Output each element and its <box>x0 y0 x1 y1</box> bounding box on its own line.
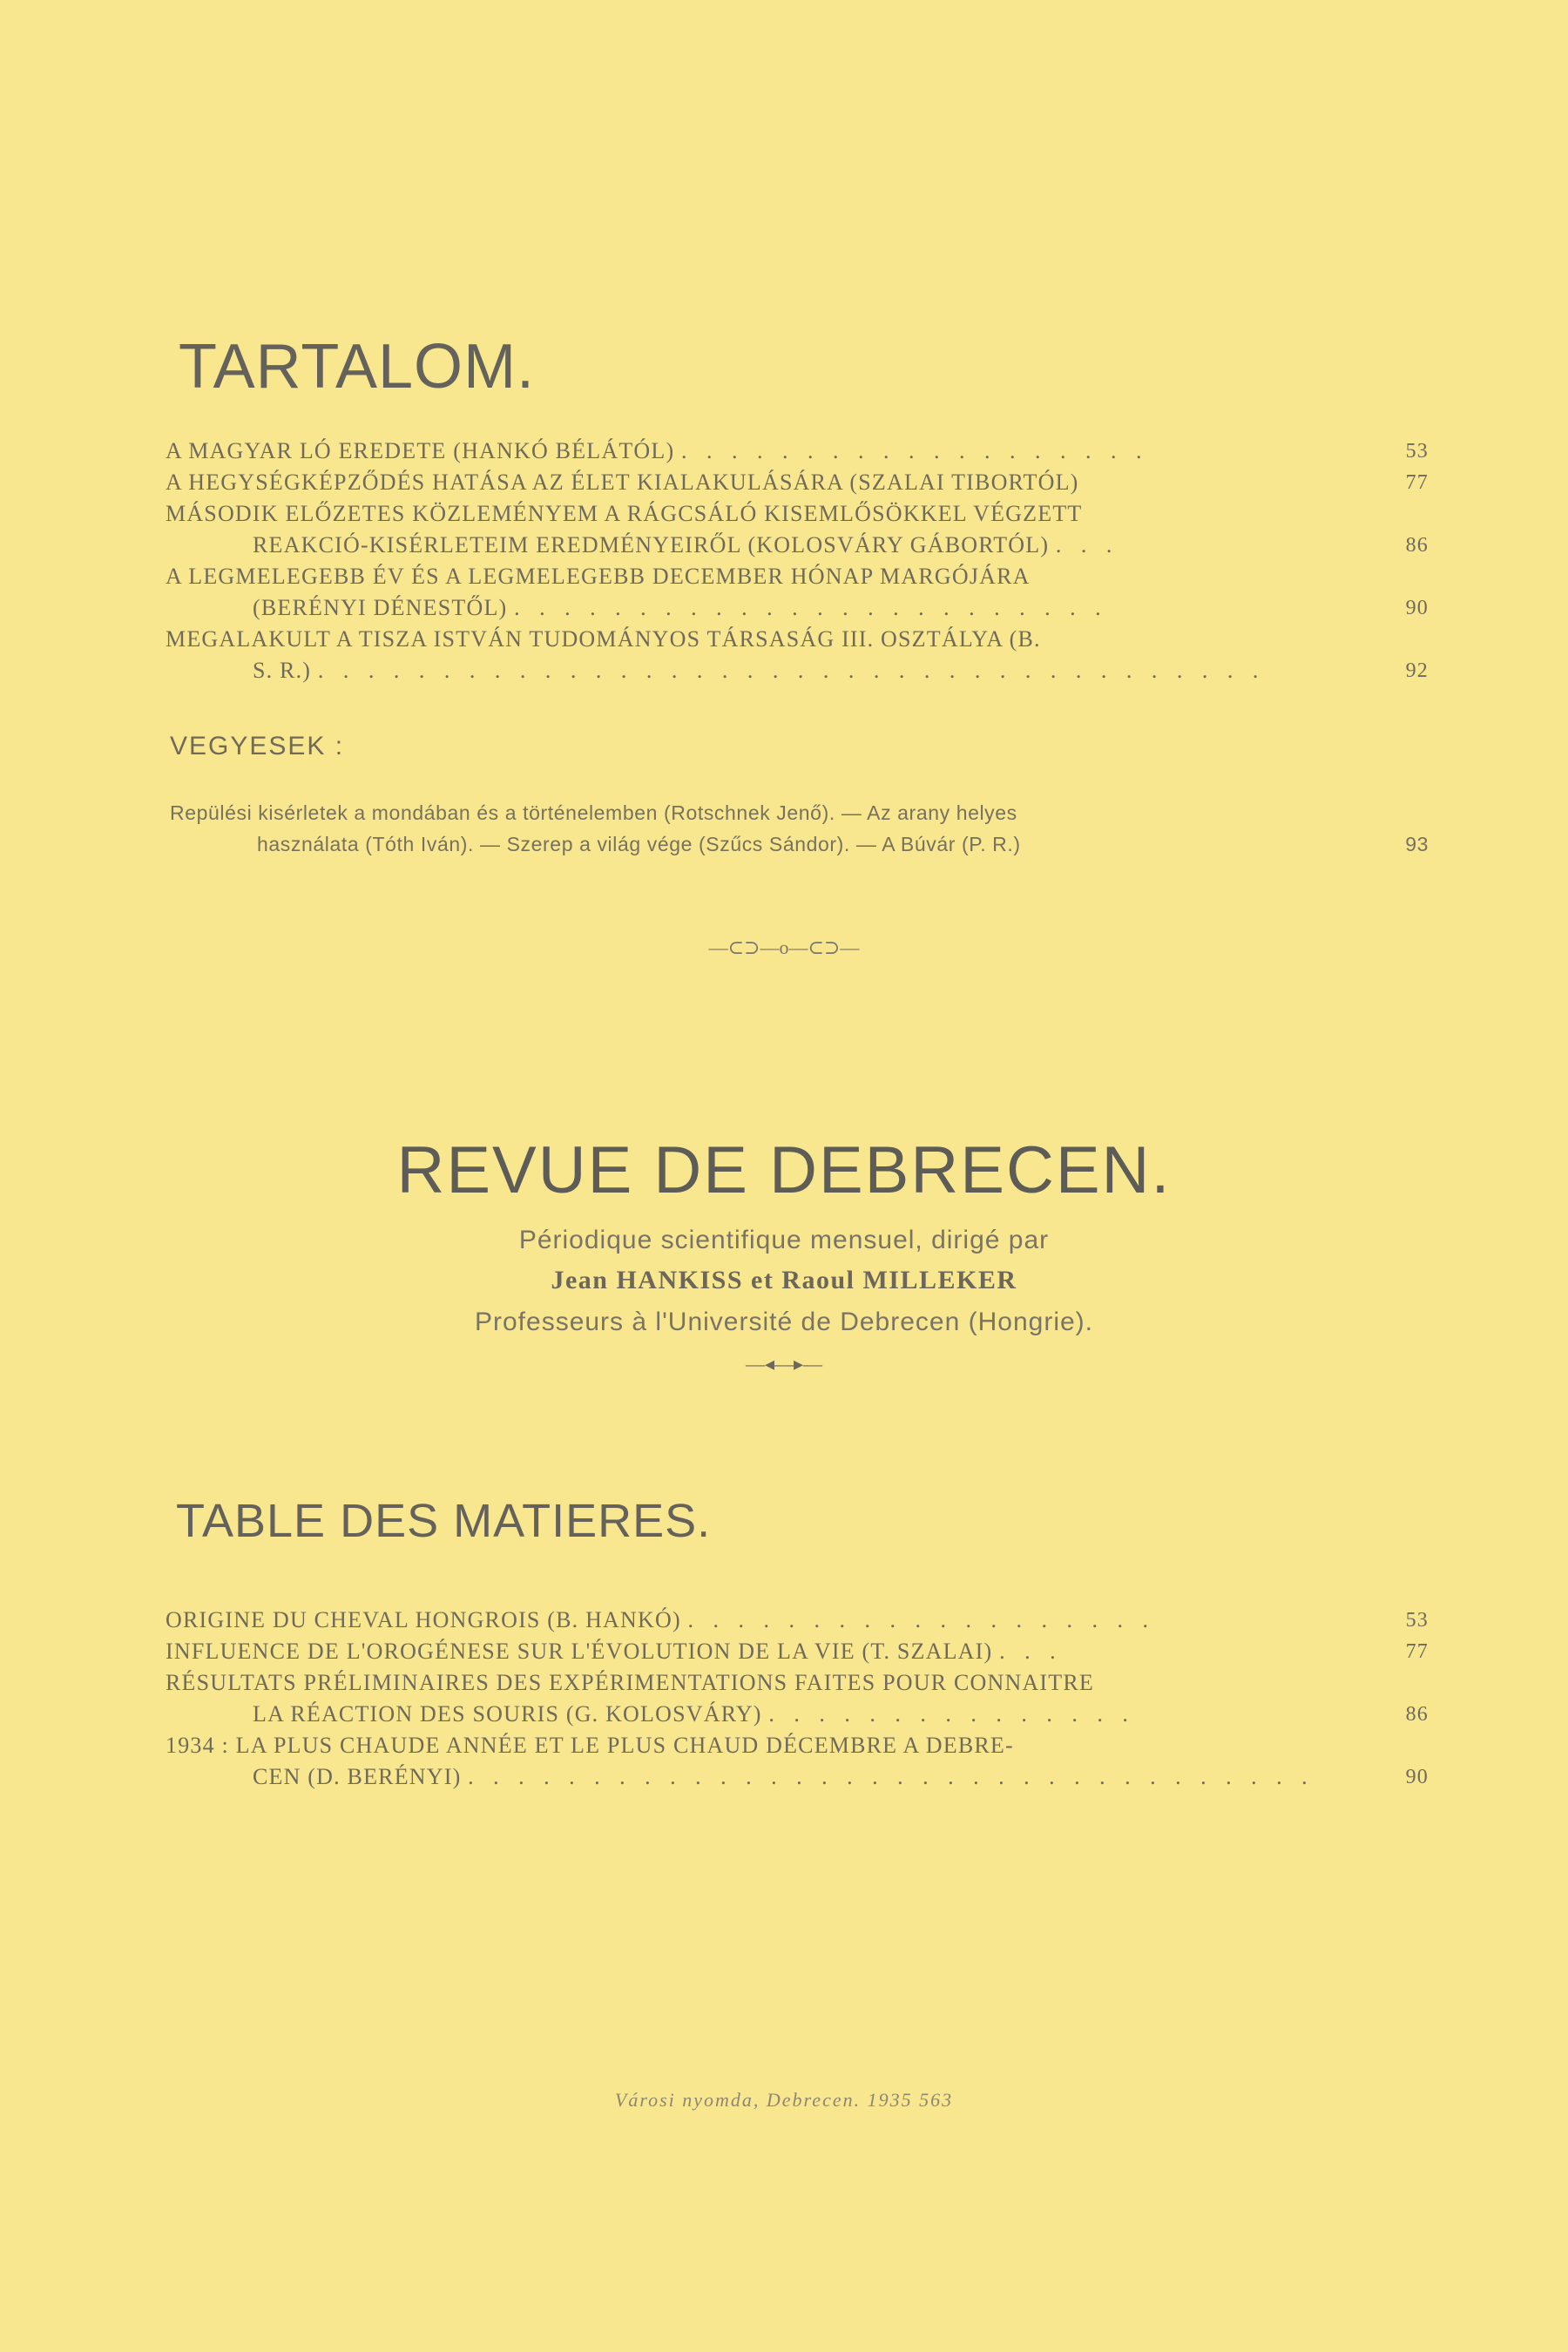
page-number: 53 <box>1405 1609 1429 1632</box>
journal-subtitle: Périodique scientifique mensuel, dirigé par <box>518 1226 1050 1254</box>
entry-title: A HEGYSÉGKÉPZŐDÉS HATÁSA AZ ÉLET KIALAKULÁSÁRA (SZALAI TIBORTÓL) <box>166 470 1079 495</box>
toc-entry <box>166 436 1429 467</box>
misc-section <box>170 797 1429 860</box>
toc-entry <box>166 1605 1429 1636</box>
toc-entry <box>166 1667 1429 1730</box>
page-number: 86 <box>1405 1703 1429 1726</box>
dot-leader: . . . . . . . . . . . . . . . . . . . <box>687 1607 1156 1632</box>
dot-leader: . . . <box>1055 532 1119 558</box>
page-number: 77 <box>1405 471 1429 494</box>
toc-entry <box>166 467 1429 498</box>
entry-title: INFLUENCE DE L'OROGÉNESE SUR L'ÉVOLUTION DE LA VIE (T. SZALAI) <box>166 1639 993 1664</box>
entry-title-continued: LA RÉACTION DES SOURIS (G. KOLOSVÁRY) <box>253 1701 762 1727</box>
french-toc <box>166 1605 1429 1793</box>
ornament-divider-2: —◂—▸— <box>745 1353 823 1375</box>
toc-entry <box>166 561 1429 624</box>
misc-line-2: használata (Tóth Iván). — Szerep a világ vége (Szűcs Sándor). — A Búvár (P. R.) <box>257 833 1021 855</box>
entry-title-continued: (BERÉNYI DÉNESTŐL) <box>253 595 508 620</box>
toc-entry <box>166 498 1429 561</box>
toc-entry <box>166 1636 1429 1667</box>
journal-header <box>0 1132 1568 1375</box>
journal-title: REVUE DE DEBRECEN. <box>396 1133 1172 1207</box>
hungarian-toc-title: TARTALOM. <box>179 332 536 402</box>
hungarian-toc <box>166 436 1429 686</box>
misc-heading: VEGYESEK : <box>170 732 345 760</box>
entry-title-continued: S. R.) <box>253 658 312 683</box>
journal-editors: Jean HANKISS et Raoul MILLEKER <box>551 1266 1017 1294</box>
page-number: 90 <box>1405 1766 1429 1788</box>
toc-entry <box>166 1730 1429 1793</box>
page-number: 86 <box>1405 534 1429 557</box>
entry-title: A LEGMELEGEBB ÉV ÉS A LEGMELEGEBB DECEMBER HÓNAP MARGÓJÁRA <box>166 564 1031 589</box>
entry-title: RÉSULTATS PRÉLIMINAIRES DES EXPÉRIMENTATIONS FAITES POUR CONNAITRE <box>166 1670 1094 1695</box>
french-toc-title: TABLE DES MATIERES. <box>176 1495 712 1547</box>
entry-title-continued: REAKCIÓ-KISÉRLETEIM EREDMÉNYEIRŐL (KOLOSVÁRY GÁBORTÓL) <box>253 532 1050 558</box>
dot-leader: . . . <box>999 1639 1063 1664</box>
page-number: 92 <box>1405 659 1429 682</box>
entry-title: ORIGINE DU CHEVAL HONGROIS (B. HANKÓ) <box>166 1607 681 1632</box>
ornament-divider: —⊂⊃—o—⊂⊃— <box>708 936 860 958</box>
dot-leader: . . . . . . . . . . . . . . . . . . . . . . . . <box>514 595 1108 620</box>
page-number: 53 <box>1405 440 1429 463</box>
toc-entry <box>166 624 1429 686</box>
page-number: 77 <box>1405 1640 1429 1663</box>
entry-title: 1934 : LA PLUS CHAUDE ANNÉE ET LE PLUS CHAUD DÉCEMBRE A DEBRE- <box>166 1733 1014 1758</box>
dot-leader: . . . . . . . . . . . . . . . . . . . . . . . . . . . . . . . . . . <box>468 1764 1315 1789</box>
dot-leader: . . . . . . . . . . . . . . . . . . . . . . . . . . . . . . . . . . . . . . <box>317 658 1266 683</box>
page-number: 93 <box>1405 833 1429 855</box>
journal-affiliation: Professeurs à l'Université de Debrecen (Hongrie). <box>474 1308 1093 1336</box>
entry-title: MÁSODIK ELŐZETES KÖZLEMÉNYEM A RÁGCSÁLÓ KISEMLŐSÖKKEL VÉGZETT <box>166 501 1083 526</box>
entry-title: MEGALAKULT A TISZA ISTVÁN TUDOMÁNYOS TÁRSASÁG III. OSZTÁLYA (B. <box>166 626 1041 652</box>
entry-title-continued: CEN (D. BERÉNYI) <box>253 1764 462 1789</box>
printer-imprint: Városi nyomda, Debrecen. 1935 563 <box>614 2089 954 2111</box>
page-number: 90 <box>1405 597 1429 619</box>
misc-line-1: Repülési kisérletek a mondában és a történelemben (Rotschnek Jenő). — Az arany helyes <box>170 801 1017 824</box>
entry-title: A MAGYAR LÓ EREDETE (HANKÓ BÉLÁTÓL) <box>166 438 675 463</box>
dot-leader: . . . . . . . . . . . . . . . . . . . <box>681 438 1149 463</box>
dot-leader: . . . . . . . . . . . . . . . <box>768 1701 1135 1727</box>
